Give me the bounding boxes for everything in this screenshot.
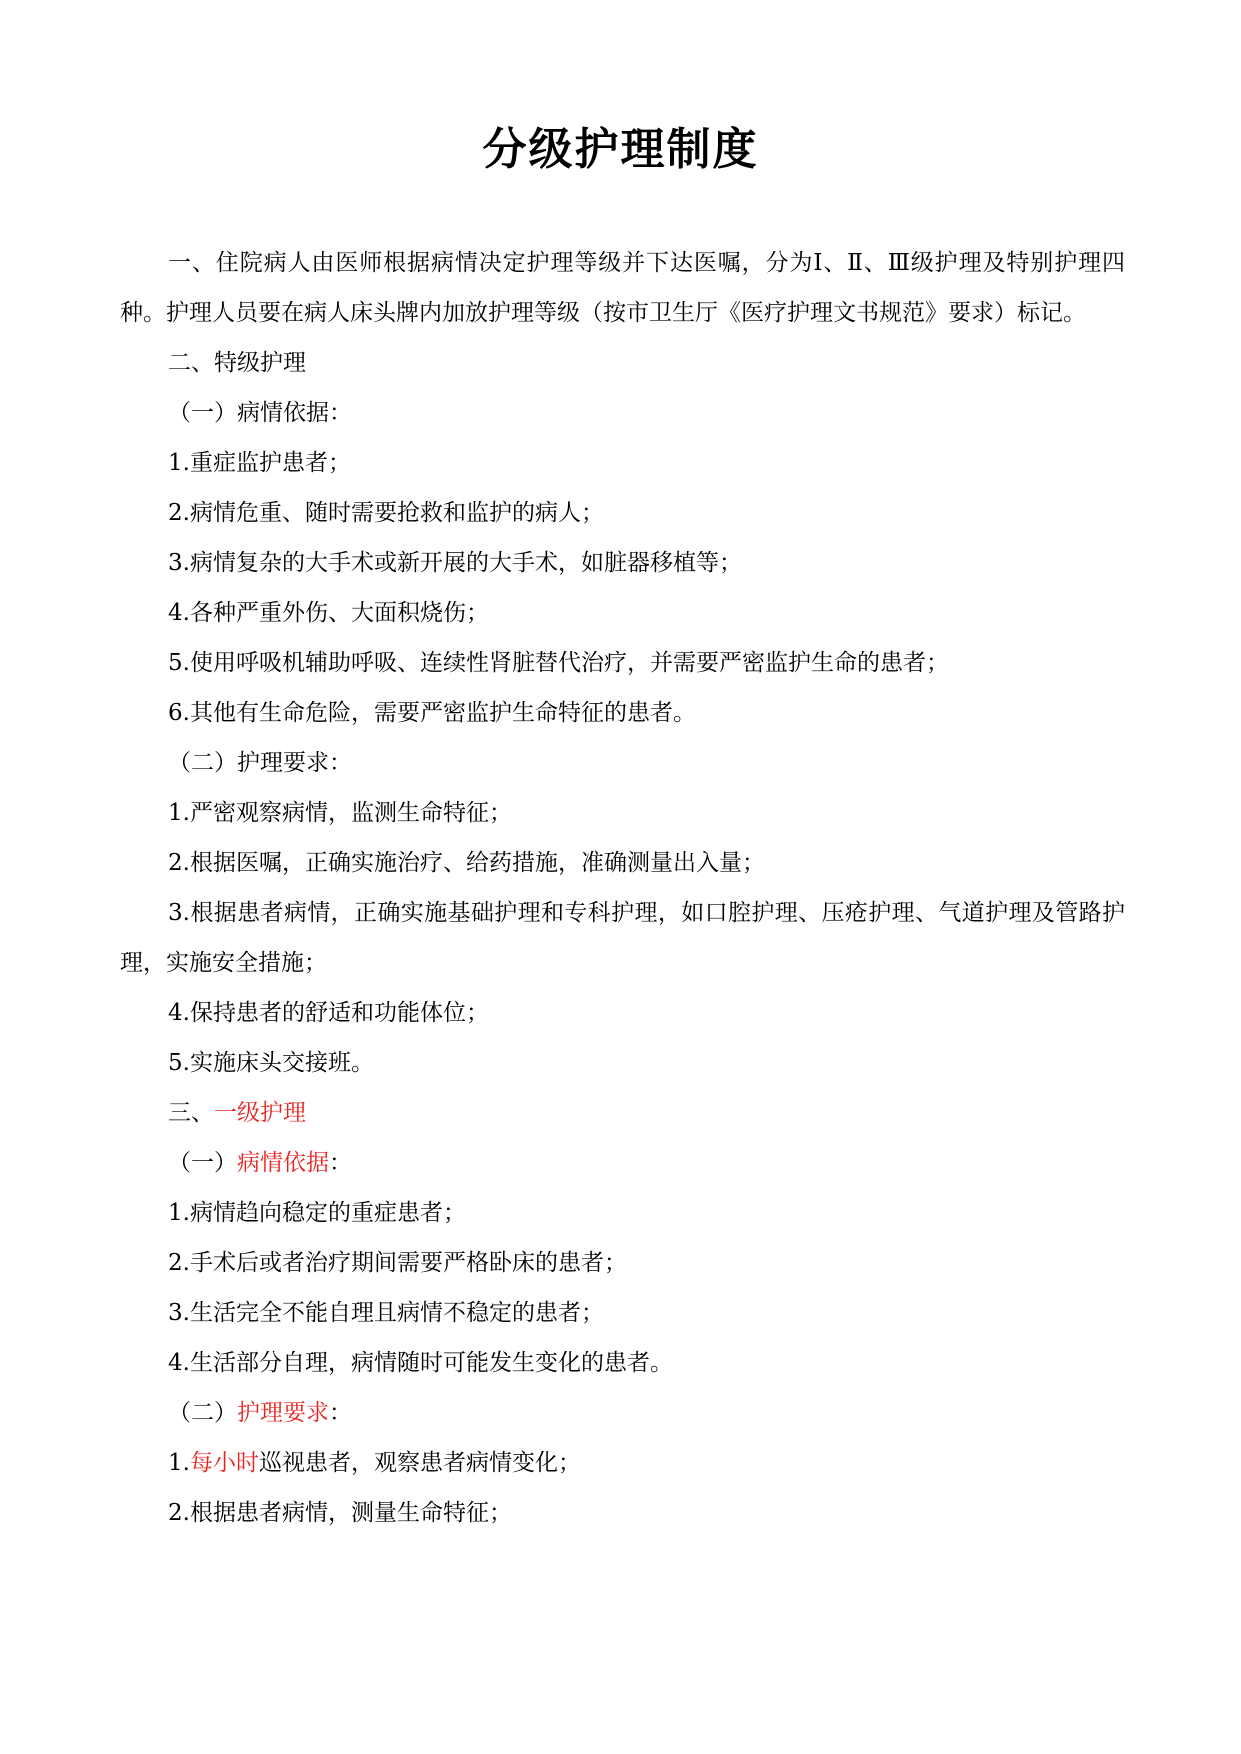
list-item: 4.各种严重外伤、大面积烧伤；	[168, 600, 489, 626]
list-item: 2.病情危重、随时需要抢救和监护的病人；	[168, 500, 604, 526]
subheading-care-requirements-level-one	[120, 1388, 1125, 1438]
highlighted-text: 一级护理	[214, 1100, 306, 1126]
heading-prefix: （二）	[168, 1400, 237, 1426]
subheading-condition-basis: （一）病情依据：	[168, 400, 352, 426]
list-item: 1.严密观察病情，监测生命特征；	[168, 800, 512, 826]
item-number: 1.	[168, 1450, 190, 1476]
heading-suffix: ：	[329, 1150, 352, 1176]
subheading-care-requirements: （二）护理要求：	[168, 750, 352, 776]
heading-suffix: ：	[329, 1400, 352, 1426]
list-item	[120, 1438, 1125, 1488]
list-item: 3.根据患者病情，正确实施基础护理和专科护理，如口腔护理、压疮护理、气道护理及管路护理，实施安全措施；	[120, 900, 1125, 976]
item-text: 巡视患者，观察患者病情变化；	[258, 1450, 581, 1476]
list-item: 5.实施床头交接班。	[168, 1050, 374, 1076]
heading-prefix: 三、	[168, 1100, 214, 1126]
list-item: 4.保持患者的舒适和功能体位；	[168, 1000, 489, 1026]
heading-prefix: （一）	[168, 1150, 237, 1176]
list-item: 2.根据医嘱，正确实施治疗、给药措施，准确测量出入量；	[168, 850, 765, 876]
intro-paragraph: 一、住院病人由医师根据病情决定护理等级并下达医嘱，分为Ⅰ、Ⅱ、Ⅲ级护理及特别护理四种。护理人员要在病人床头牌内加放护理等级（按市卫生厅《医疗护理文书规范》要求）标记。	[120, 250, 1125, 326]
list-item: 2.根据患者病情，测量生命特征；	[168, 1500, 512, 1526]
section-heading-special-care: 二、特级护理	[168, 350, 306, 376]
list-item: 6.其他有生命危险，需要严密监护生命特征的患者。	[168, 700, 696, 726]
highlighted-text: 护理要求	[237, 1400, 329, 1426]
highlighted-text: 病情依据	[237, 1150, 329, 1176]
list-item: 3.病情复杂的大手术或新开展的大手术，如脏器移植等；	[168, 550, 742, 576]
highlighted-text: 每小时	[189, 1450, 259, 1476]
list-item: 4.生活部分自理，病情随时可能发生变化的患者。	[168, 1350, 673, 1376]
list-item: 1.病情趋向稳定的重症患者；	[168, 1200, 466, 1226]
list-item: 5.使用呼吸机辅助呼吸、连续性肾脏替代治疗，并需要严密监护生命的患者；	[168, 650, 949, 676]
document-body	[120, 238, 1125, 1538]
list-item: 1.重症监护患者；	[168, 450, 351, 476]
list-item: 3.生活完全不能自理且病情不稳定的患者；	[168, 1300, 604, 1326]
page-title: 分级护理制度	[482, 124, 759, 175]
subheading-condition-basis-level-one	[120, 1138, 1125, 1188]
section-heading-level-one-care	[120, 1088, 1125, 1138]
list-item: 2.手术后或者治疗期间需要严格卧床的患者；	[168, 1250, 627, 1276]
